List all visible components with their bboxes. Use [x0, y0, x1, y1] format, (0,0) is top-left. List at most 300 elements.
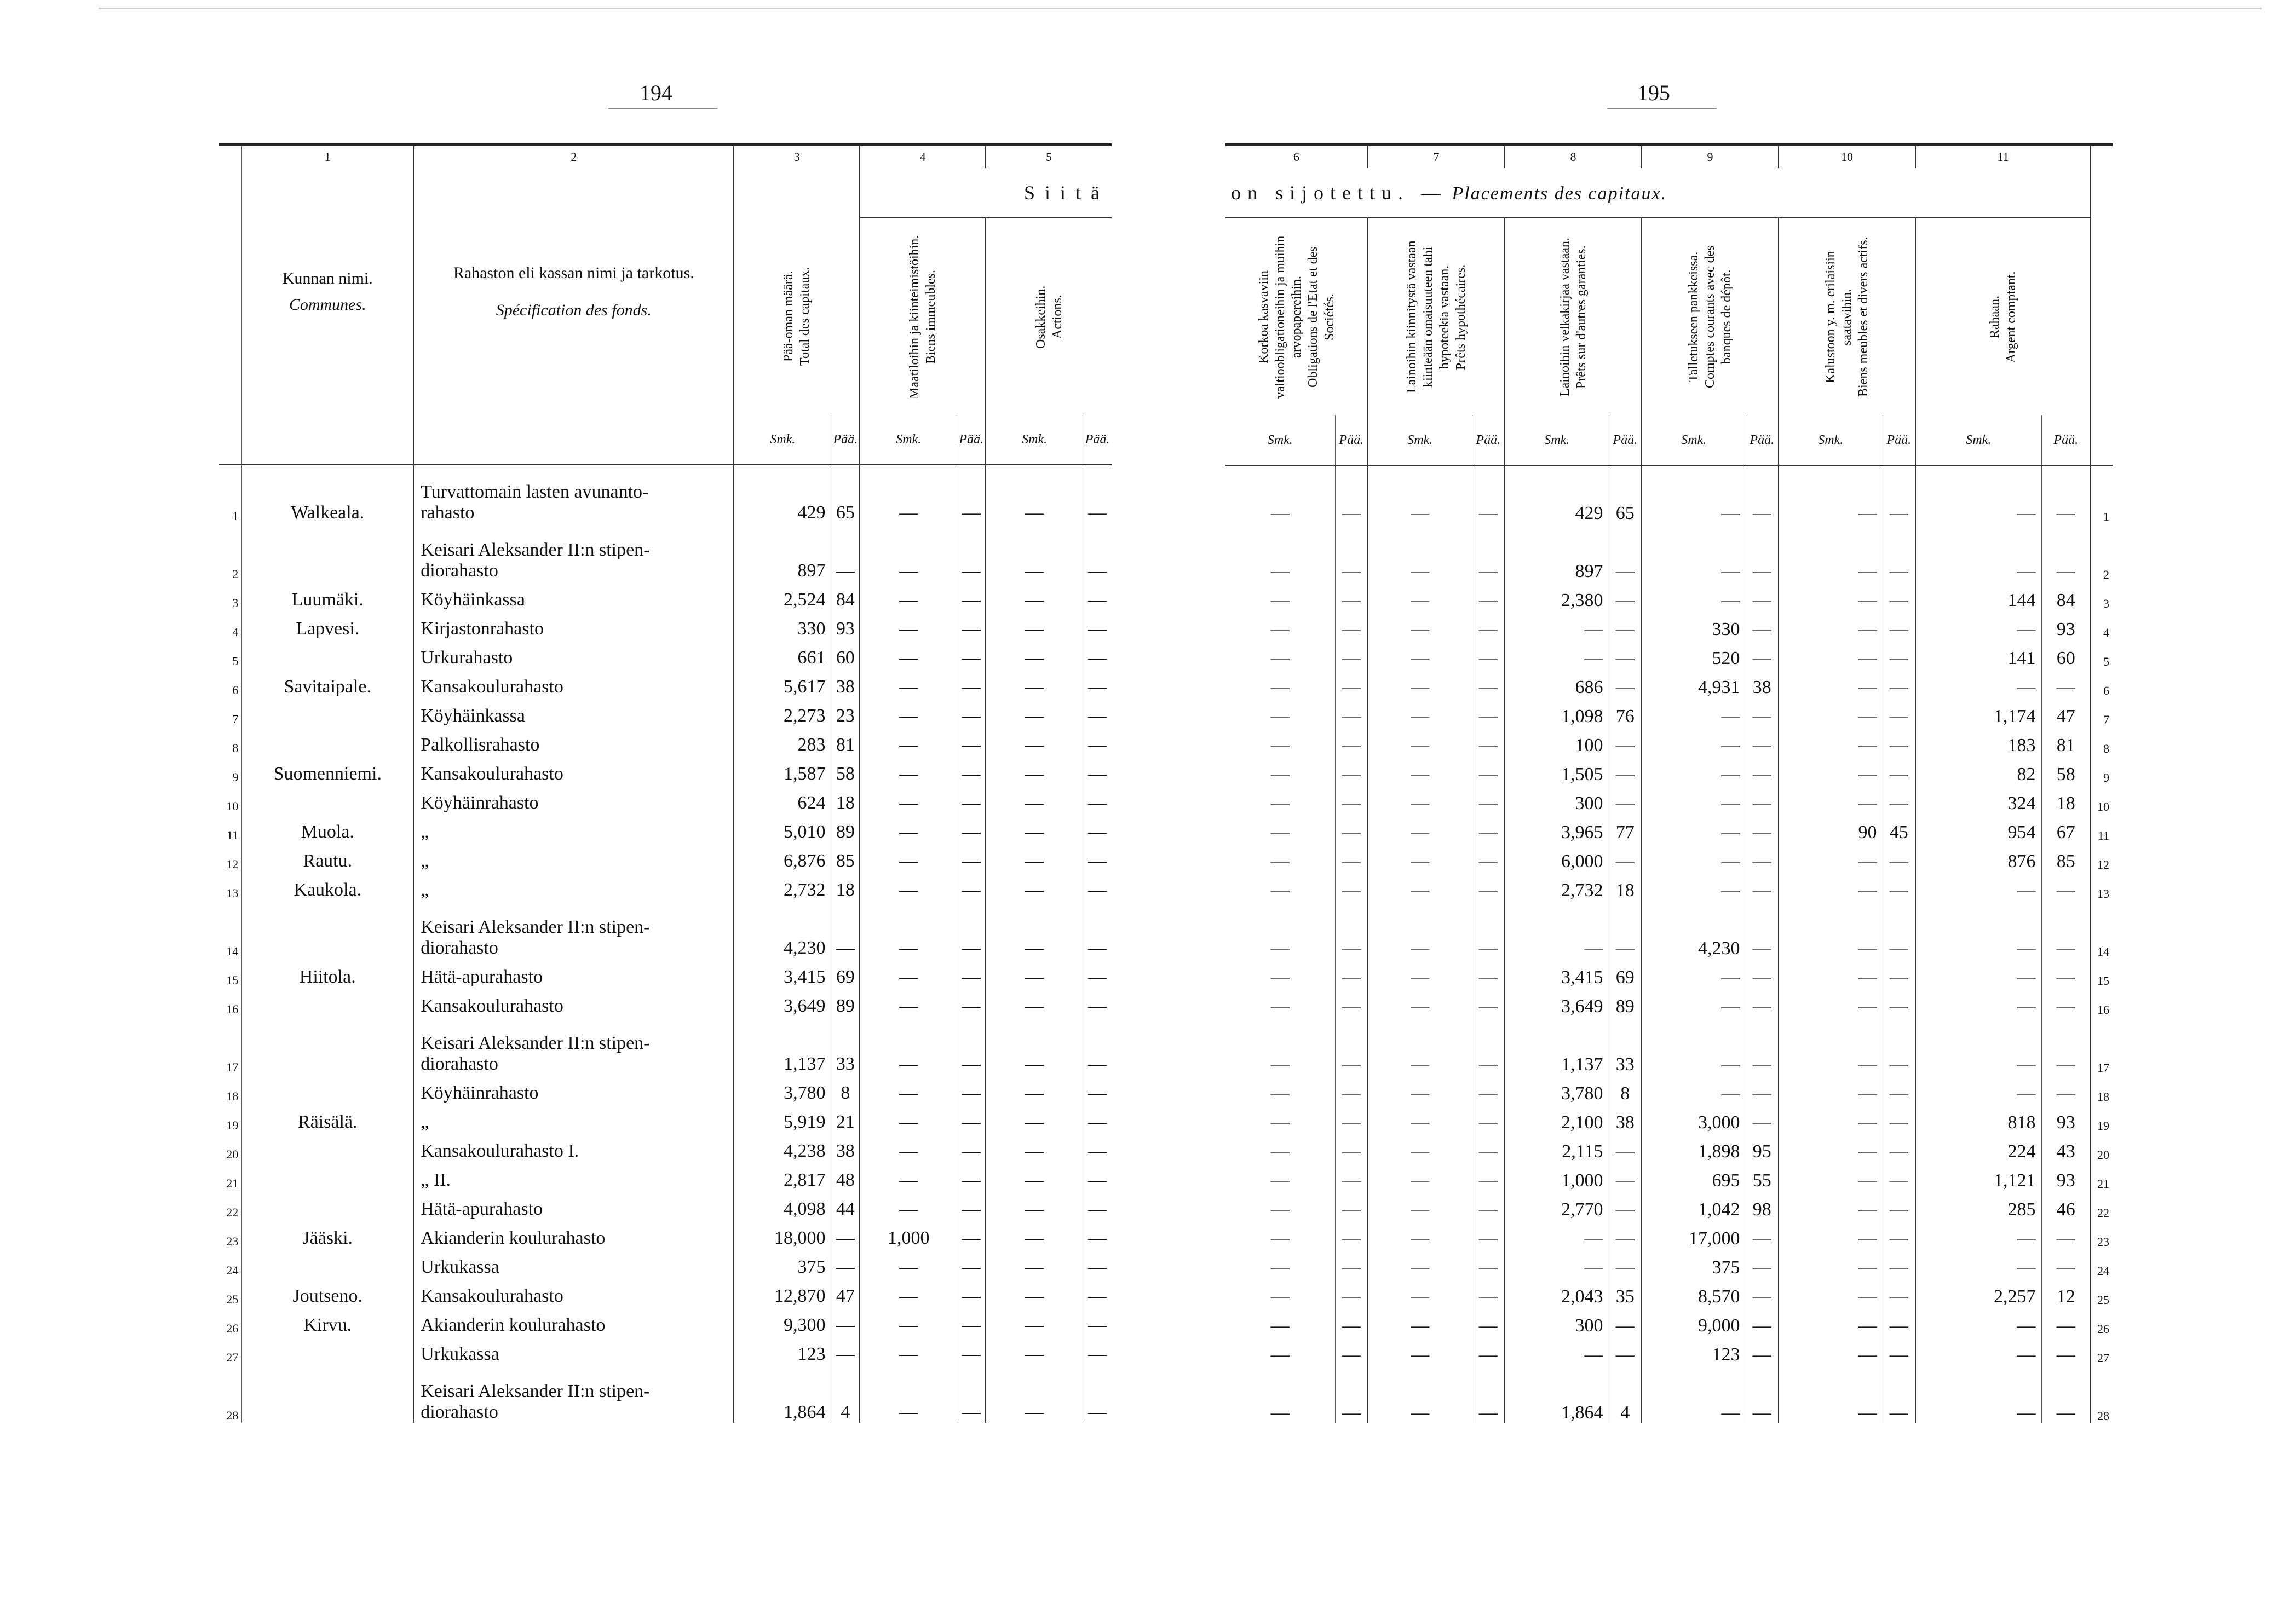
- top-rule: [99, 8, 2262, 9]
- table-row: [1225, 1017, 2113, 1075]
- deposits-mk: 695: [1642, 1162, 1746, 1191]
- movables-mk: [1779, 669, 1883, 698]
- bonds-mk: [1225, 1365, 1335, 1423]
- mortgage-mk: [1368, 785, 1472, 814]
- shares-mk: [986, 523, 1083, 581]
- unit-mk: Smk.: [860, 415, 957, 465]
- table-row: [1225, 959, 2113, 988]
- loans-pen: 77: [1609, 814, 1642, 843]
- fund-name: [413, 726, 734, 755]
- shares-pen: [1083, 1336, 1112, 1365]
- row-number: 28: [219, 1365, 242, 1423]
- fund-name-line1: Keisari Aleksander II:n stipen-: [421, 1033, 650, 1053]
- shares-mk: [986, 581, 1083, 610]
- fund-name-line2: „: [421, 822, 429, 842]
- total-pen: 60: [831, 639, 860, 668]
- deposits-mk: [1642, 582, 1746, 611]
- cash-pen: [2041, 959, 2091, 988]
- deposits-pen: [1746, 1017, 1779, 1075]
- cash-pen: 81: [2041, 727, 2091, 756]
- movables-mk: [1779, 959, 1883, 988]
- fund-name: [413, 1017, 734, 1075]
- fund-name-line2: Akianderin koulurahasto: [421, 1315, 606, 1335]
- table-row: [1225, 843, 2113, 872]
- row-number: 25: [2097, 1293, 2109, 1307]
- fund-name: [413, 610, 734, 639]
- unit-pen: Pää.: [831, 415, 860, 465]
- cash-pen: [2041, 465, 2091, 524]
- bonds-pen: [1335, 524, 1368, 582]
- header-col5-fr: Actions.: [1050, 295, 1064, 339]
- mortgage-mk: [1368, 1017, 1472, 1075]
- shares-pen: [1083, 1162, 1112, 1191]
- shares-mk: [986, 813, 1083, 842]
- movables-mk: [1779, 1162, 1883, 1191]
- loans-mk: [1505, 1249, 1609, 1278]
- loans-pen: 38: [1609, 1104, 1642, 1133]
- cash-mk: 876: [1915, 843, 2041, 872]
- movables-pen: [1883, 1191, 1915, 1220]
- movables-mk: 90: [1779, 814, 1883, 843]
- commune-name: Luumäki.: [242, 581, 413, 610]
- deposits-pen: [1746, 872, 1779, 901]
- fund-name: [413, 784, 734, 813]
- header-commune-fr: Communes.: [289, 295, 366, 314]
- shares-pen: [1083, 813, 1112, 842]
- row-number: 5: [219, 639, 242, 668]
- fund-name-line2: Kansakoulurahasto I.: [421, 1141, 579, 1161]
- shares-pen: [1083, 1104, 1112, 1133]
- row-number: 16: [2097, 1003, 2109, 1017]
- unit-mk: Smk.: [734, 415, 831, 465]
- table-row: [1225, 901, 2113, 959]
- table-row: [1225, 872, 2113, 901]
- bonds-mk: [1225, 1075, 1335, 1104]
- deposits-pen: 38: [1746, 669, 1779, 698]
- row-number: 17: [219, 1017, 242, 1075]
- shares-pen: [1083, 1133, 1112, 1162]
- table-row: [219, 1191, 1112, 1220]
- shares-mk: [986, 465, 1083, 523]
- bonds-pen: [1335, 756, 1368, 785]
- mortgage-pen: [1472, 1104, 1505, 1133]
- commune-name: Muola.: [242, 813, 413, 842]
- movables-pen: [1883, 640, 1915, 669]
- cash-mk: [1915, 1365, 2041, 1423]
- mortgage-mk: [1368, 698, 1472, 727]
- header-col9: [1642, 218, 1779, 415]
- real-estate-pen: [957, 581, 986, 610]
- table-row: [1225, 1307, 2113, 1336]
- row-number: 9: [219, 755, 242, 784]
- bonds-pen: [1335, 1278, 1368, 1307]
- cash-pen: 84: [2041, 582, 2091, 611]
- total-pen: 23: [831, 697, 860, 726]
- real-estate-pen: [957, 1017, 986, 1075]
- header-col4-fi: Maatiloihin ja kiinteimistöihin.: [907, 234, 922, 399]
- table-row: [219, 1075, 1112, 1104]
- deposits-pen: [1746, 524, 1779, 582]
- table-row: [219, 872, 1112, 901]
- deposits-mk: [1642, 727, 1746, 756]
- header-placements-fr: Placements des capitaux.: [1452, 183, 1667, 204]
- loans-mk: 2,043: [1505, 1278, 1609, 1307]
- table-row: [1225, 1365, 2113, 1423]
- header-commune: [242, 168, 413, 415]
- loans-pen: 65: [1609, 465, 1642, 524]
- row-number: 14: [219, 901, 242, 959]
- deposits-mk: [1642, 843, 1746, 872]
- table-row: [219, 610, 1112, 639]
- shares-mk: [986, 988, 1083, 1017]
- table-row: [219, 1104, 1112, 1133]
- page-number-left-rule: [608, 108, 717, 109]
- total-mk: 624: [734, 784, 831, 813]
- bonds-pen: [1335, 785, 1368, 814]
- real-estate-pen: [957, 755, 986, 784]
- header-col6: [1225, 218, 1368, 415]
- mortgage-mk: [1368, 1249, 1472, 1278]
- movables-mk: [1779, 1249, 1883, 1278]
- bonds-pen: [1335, 1336, 1368, 1365]
- shares-pen: [1083, 1017, 1112, 1075]
- fund-name-line2: Palkollisrahasto: [421, 735, 540, 755]
- commune-name: [242, 1133, 413, 1162]
- total-mk: 2,732: [734, 872, 831, 901]
- cash-mk: 285: [1915, 1191, 2041, 1220]
- col-number-10: 10: [1779, 145, 1915, 169]
- deposits-pen: [1746, 785, 1779, 814]
- row-number: 20: [2097, 1148, 2109, 1162]
- mortgage-mk: [1368, 1162, 1472, 1191]
- left-ledger-table: [219, 143, 1112, 1423]
- movables-pen: [1883, 843, 1915, 872]
- bonds-mk: [1225, 901, 1335, 959]
- real-estate-pen: [957, 842, 986, 872]
- col-number-3: 3: [734, 145, 860, 169]
- loans-mk: 3,780: [1505, 1075, 1609, 1104]
- fund-name: [413, 465, 734, 523]
- table-row: [219, 1336, 1112, 1365]
- bonds-mk: [1225, 1133, 1335, 1162]
- header-col4-fr: Biens immeubles.: [924, 269, 939, 364]
- movables-pen: [1883, 901, 1915, 959]
- commune-name: Rautu.: [242, 842, 413, 872]
- fund-name-line2: Kansakoulurahasto: [421, 764, 563, 784]
- table-row: [1225, 465, 2113, 524]
- cash-pen: 85: [2041, 843, 2091, 872]
- real-estate-mk: [860, 901, 957, 959]
- fund-name-line1: Turvattomain lasten avunanto-: [421, 482, 649, 502]
- real-estate-pen: [957, 1075, 986, 1104]
- row-number: 14: [2097, 945, 2109, 959]
- total-mk: 5,919: [734, 1104, 831, 1133]
- row-number: 15: [219, 959, 242, 988]
- mortgage-mk: [1368, 640, 1472, 669]
- shares-mk: [986, 842, 1083, 872]
- shares-mk: [986, 1307, 1083, 1336]
- real-estate-pen: [957, 610, 986, 639]
- commune-name: Kirvu.: [242, 1307, 413, 1336]
- col-number-8: 8: [1505, 145, 1642, 169]
- bonds-pen: [1335, 1220, 1368, 1249]
- cash-pen: 93: [2041, 611, 2091, 640]
- real-estate-mk: [860, 1017, 957, 1075]
- movables-mk: [1779, 901, 1883, 959]
- shares-mk: [986, 1017, 1083, 1075]
- movables-mk: [1779, 1075, 1883, 1104]
- header-col10-fi: Kalustoon y. m. erilaisiin saatavihin.: [1823, 251, 1854, 383]
- cash-mk: [1915, 988, 2041, 1017]
- fund-name: [413, 755, 734, 784]
- mortgage-mk: [1368, 465, 1472, 524]
- deposits-mk: [1642, 814, 1746, 843]
- loans-pen: [1609, 843, 1642, 872]
- row-number: 17: [2097, 1061, 2109, 1075]
- mortgage-pen: [1472, 901, 1505, 959]
- shares-mk: [986, 1365, 1083, 1423]
- deposits-mk: 330: [1642, 611, 1746, 640]
- header-col8-fi: Lainoihin velkakirjaa vastaan.: [1558, 238, 1572, 396]
- mortgage-pen: [1472, 582, 1505, 611]
- cash-mk: 1,121: [1915, 1162, 2041, 1191]
- cash-mk: [1915, 611, 2041, 640]
- header-commune-fi: Kunnan nimi.: [282, 269, 373, 287]
- total-mk: 330: [734, 610, 831, 639]
- mortgage-pen: [1472, 1220, 1505, 1249]
- real-estate-mk: [860, 1162, 957, 1191]
- fund-name: [413, 988, 734, 1017]
- bonds-mk: [1225, 524, 1335, 582]
- deposits-mk: [1642, 1365, 1746, 1423]
- fund-name-line2: Akianderin koulurahasto: [421, 1228, 606, 1248]
- shares-mk: [986, 697, 1083, 726]
- cash-pen: [2041, 1307, 2091, 1336]
- fund-name-line1: Keisari Aleksander II:n stipen-: [421, 1381, 650, 1401]
- bonds-mk: [1225, 785, 1335, 814]
- mortgage-pen: [1472, 640, 1505, 669]
- movables-pen: [1883, 465, 1915, 524]
- bonds-mk: [1225, 1104, 1335, 1133]
- table-row: [1225, 611, 2113, 640]
- deposits-mk: [1642, 959, 1746, 988]
- row-number: 12: [2097, 858, 2109, 872]
- mortgage-mk: [1368, 1133, 1472, 1162]
- deposits-pen: [1746, 843, 1779, 872]
- movables-mk: [1779, 582, 1883, 611]
- table-row: [219, 959, 1112, 988]
- movables-mk: [1779, 1365, 1883, 1423]
- total-mk: 1,587: [734, 755, 831, 784]
- header-col11: [1915, 218, 2091, 415]
- table-row: [1225, 814, 2113, 843]
- row-number: 22: [219, 1191, 242, 1220]
- cash-pen: 47: [2041, 698, 2091, 727]
- row-number: 26: [219, 1307, 242, 1336]
- unit-mk: Smk.: [1779, 415, 1883, 465]
- real-estate-pen: [957, 872, 986, 901]
- page-number-right: 195: [1637, 80, 1670, 105]
- real-estate-mk: [860, 988, 957, 1017]
- mortgage-mk: [1368, 1278, 1472, 1307]
- real-estate-pen: [957, 784, 986, 813]
- table-row: [219, 1017, 1112, 1075]
- movables-mk: [1779, 727, 1883, 756]
- shares-pen: [1083, 1249, 1112, 1278]
- commune-name: [242, 1249, 413, 1278]
- total-pen: 84: [831, 581, 860, 610]
- cash-mk: [1915, 872, 2041, 901]
- fund-name-line2: „: [421, 851, 429, 871]
- deposits-pen: [1746, 640, 1779, 669]
- mortgage-mk: [1368, 988, 1472, 1017]
- bonds-pen: [1335, 1249, 1368, 1278]
- loans-pen: [1609, 1249, 1642, 1278]
- unit-pen: Pää.: [2041, 415, 2091, 465]
- mortgage-pen: [1472, 988, 1505, 1017]
- fund-name-line2: Kirjastonrahasto: [421, 619, 544, 639]
- row-number: 27: [2097, 1351, 2109, 1365]
- commune-name: Suomenniemi.: [242, 755, 413, 784]
- shares-pen: [1083, 1365, 1112, 1423]
- total-pen: [831, 1249, 860, 1278]
- table-row: [1225, 1220, 2113, 1249]
- total-mk: 9,300: [734, 1307, 831, 1336]
- movables-mk: [1779, 785, 1883, 814]
- cash-pen: 12: [2041, 1278, 2091, 1307]
- mortgage-pen: [1472, 524, 1505, 582]
- deposits-pen: [1746, 465, 1779, 524]
- total-mk: 5,010: [734, 813, 831, 842]
- mortgage-pen: [1472, 1162, 1505, 1191]
- fund-name-line2: „: [421, 1112, 429, 1132]
- shares-mk: [986, 901, 1083, 959]
- loans-mk: 1,137: [1505, 1017, 1609, 1075]
- movables-mk: [1779, 465, 1883, 524]
- commune-name: [242, 1162, 413, 1191]
- real-estate-mk: [860, 872, 957, 901]
- shares-pen: [1083, 639, 1112, 668]
- loans-mk: 1,505: [1505, 756, 1609, 785]
- loans-pen: [1609, 524, 1642, 582]
- row-number: 1: [2103, 510, 2109, 523]
- real-estate-mk: [860, 668, 957, 697]
- header-fund: [413, 168, 734, 415]
- unit-pen: Pää.: [1746, 415, 1779, 465]
- cash-mk: [1915, 1017, 2041, 1075]
- loans-mk: 1,864: [1505, 1365, 1609, 1423]
- movables-pen: [1883, 611, 1915, 640]
- deposits-mk: 8,570: [1642, 1278, 1746, 1307]
- fund-name-line2: Köyhäinrahasto: [421, 793, 539, 813]
- mortgage-mk: [1368, 1191, 1472, 1220]
- mortgage-pen: [1472, 669, 1505, 698]
- mortgage-pen: [1472, 1307, 1505, 1336]
- real-estate-pen: [957, 1162, 986, 1191]
- deposits-mk: 17,000: [1642, 1220, 1746, 1249]
- total-pen: 33: [831, 1017, 860, 1075]
- fund-name: [413, 842, 734, 872]
- total-pen: 85: [831, 842, 860, 872]
- loans-mk: 3,965: [1505, 814, 1609, 843]
- col-number-6: 6: [1225, 145, 1368, 169]
- commune-name: [242, 1336, 413, 1365]
- real-estate-pen: [957, 523, 986, 581]
- deposits-mk: 375: [1642, 1249, 1746, 1278]
- header-fund-fi: Rahaston eli kassan nimi ja tarkotus.: [453, 263, 694, 282]
- cash-pen: [2041, 872, 2091, 901]
- cash-mk: [1915, 465, 2041, 524]
- deposits-pen: [1746, 1104, 1779, 1133]
- real-estate-mk: [860, 784, 957, 813]
- header-col7-fi: Lainoihin kiinnitystä vastaan kiinteään omaisuuteen tahi hypoteekia vastaan.: [1405, 240, 1452, 394]
- fund-name-line2: Hätä-apurahasto: [421, 967, 543, 987]
- row-number: 15: [2097, 974, 2109, 988]
- real-estate-pen: [957, 726, 986, 755]
- fund-name-line2: Urkukassa: [421, 1257, 499, 1277]
- loans-mk: 1,098: [1505, 698, 1609, 727]
- table-row: [1225, 1336, 2113, 1365]
- total-pen: 93: [831, 610, 860, 639]
- total-mk: 1,864: [734, 1365, 831, 1423]
- bonds-mk: [1225, 1162, 1335, 1191]
- mortgage-pen: [1472, 1075, 1505, 1104]
- col-number-11: 11: [1915, 145, 2091, 169]
- real-estate-mk: [860, 1191, 957, 1220]
- bonds-pen: [1335, 1162, 1368, 1191]
- loans-mk: 686: [1505, 669, 1609, 698]
- loans-mk: 100: [1505, 727, 1609, 756]
- loans-mk: 300: [1505, 785, 1609, 814]
- fund-name-line2: Köyhäinkassa: [421, 706, 525, 726]
- real-estate-pen: [957, 1307, 986, 1336]
- bonds-pen: [1335, 872, 1368, 901]
- cash-mk: 2,257: [1915, 1278, 2041, 1307]
- shares-mk: [986, 1220, 1083, 1249]
- row-number: 7: [2103, 713, 2109, 726]
- commune-name: [242, 726, 413, 755]
- mortgage-mk: [1368, 843, 1472, 872]
- fund-name-line2: Urkurahasto: [421, 648, 513, 668]
- cash-pen: [2041, 669, 2091, 698]
- row-number: 28: [2097, 1409, 2109, 1423]
- shares-pen: [1083, 523, 1112, 581]
- bonds-pen: [1335, 1133, 1368, 1162]
- movables-mk: [1779, 1278, 1883, 1307]
- cash-mk: 144: [1915, 582, 2041, 611]
- total-mk: 2,273: [734, 697, 831, 726]
- table-row: [1225, 582, 2113, 611]
- total-pen: 65: [831, 465, 860, 523]
- unit-pen: Pää.: [1472, 415, 1505, 465]
- mortgage-mk: [1368, 1307, 1472, 1336]
- header-col11-fr: Argent comptant.: [2004, 271, 2018, 363]
- header-col5-fi: Osakkeihin.: [1033, 285, 1048, 349]
- fund-name-line2: Kansakoulurahasto: [421, 677, 563, 697]
- cash-mk: 1,174: [1915, 698, 2041, 727]
- fund-name: [413, 668, 734, 697]
- movables-mk: [1779, 1104, 1883, 1133]
- real-estate-mk: [860, 639, 957, 668]
- loans-mk: 2,115: [1505, 1133, 1609, 1162]
- movables-mk: [1779, 756, 1883, 785]
- mortgage-pen: [1472, 872, 1505, 901]
- shares-pen: [1083, 755, 1112, 784]
- row-number: 12: [219, 842, 242, 872]
- cash-pen: 67: [2041, 814, 2091, 843]
- shares-pen: [1083, 581, 1112, 610]
- real-estate-pen: [957, 1220, 986, 1249]
